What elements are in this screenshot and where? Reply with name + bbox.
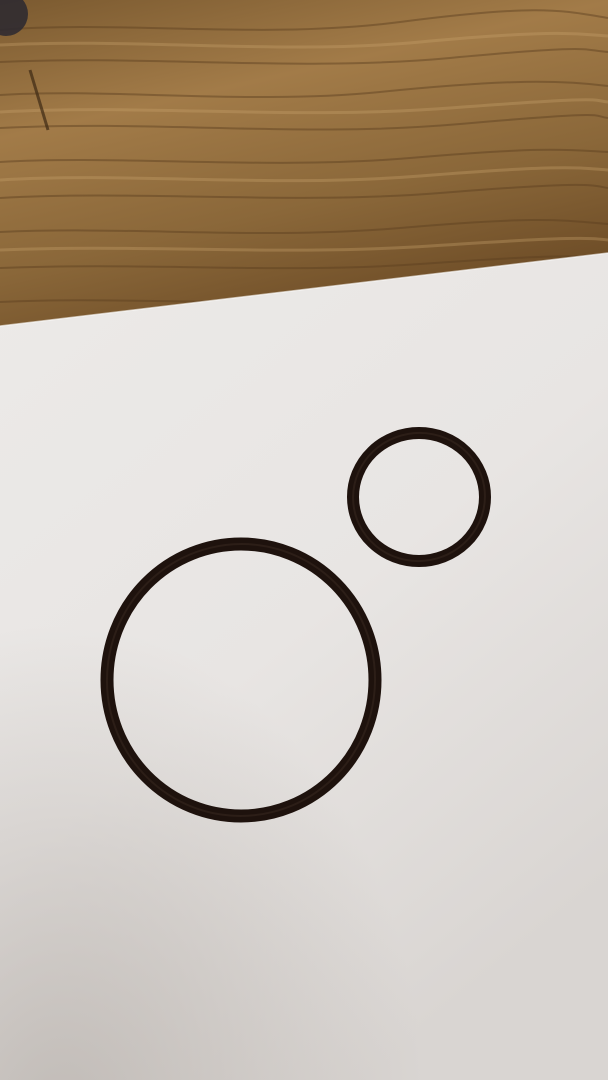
paper-sheet [0, 253, 608, 1080]
